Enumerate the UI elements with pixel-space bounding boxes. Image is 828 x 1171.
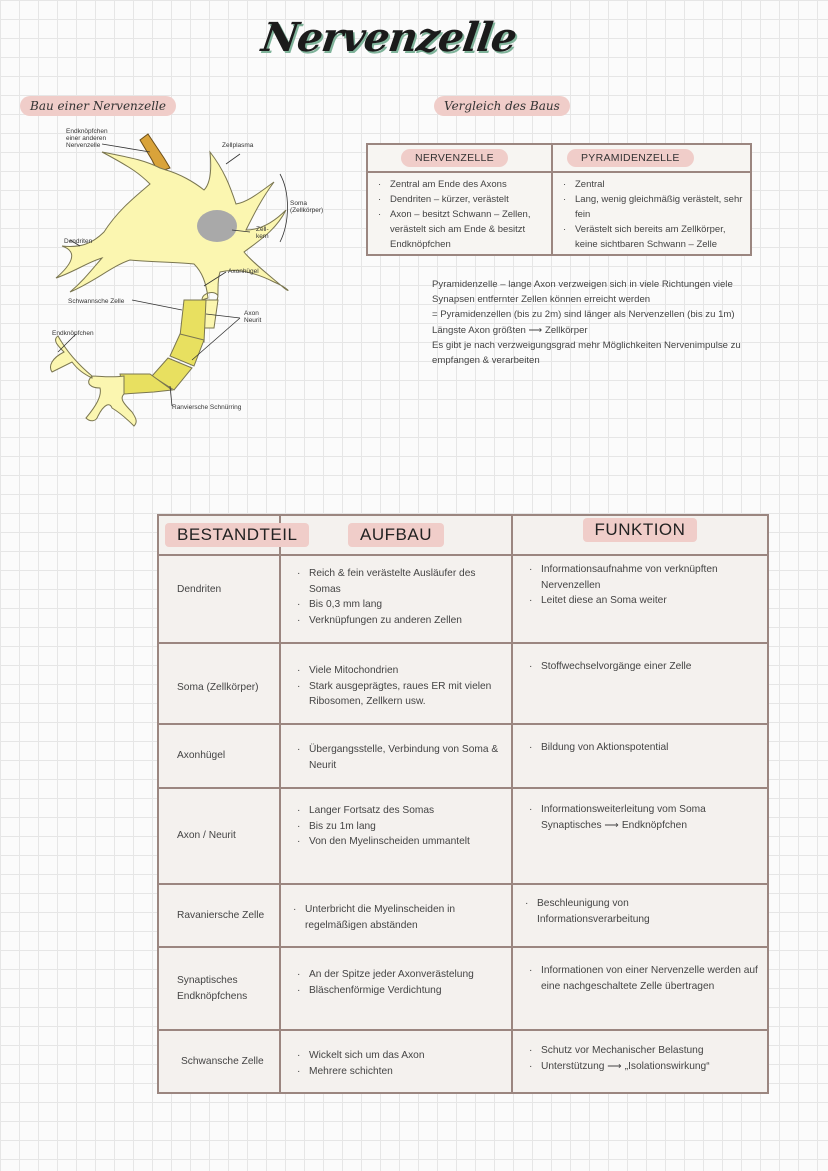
list-item: · Übergangsstelle, Verbindung von Soma & Neurit [293, 742, 507, 773]
header-bestandteil [159, 516, 298, 554]
row-funktion-axon [525, 802, 721, 833]
row-funktion-ravaniersche [521, 896, 691, 927]
comparison-table [366, 143, 752, 256]
comparison-col-pyramidenzelle [553, 145, 750, 254]
row-name-axon: Axon / Neurit [177, 830, 236, 842]
comparison-col-nervenzelle [368, 145, 553, 254]
list-item: · Viele Mitochondrien [293, 663, 507, 679]
row-aufbau-axon [293, 803, 507, 850]
label-dendriten: Dendriten [64, 238, 93, 245]
list-item: · Unterstützung ⟶ „Isolationswirkung“ [525, 1059, 761, 1075]
row-funktion-schwansche [525, 1043, 761, 1074]
neuron-diagram [40, 122, 300, 432]
row-funktion-synaptisches [525, 963, 761, 994]
row-name-schwansche: Schwansche Zelle [181, 1055, 264, 1067]
row-aufbau-ravaniersche [289, 902, 503, 933]
label-zellplasma: Zellplasma [222, 142, 254, 149]
label-endknoepfchen-other: Endknöpfchen einer anderen Nervenzelle [66, 128, 108, 149]
list-item: · Reich & fein verästelte Ausläufer des Somas [293, 566, 507, 597]
label-soma: Soma (Zellkörper) [290, 200, 324, 214]
list-item: · Zentral am Ende des Axons [376, 177, 545, 192]
list-item: · Informationen von einer Nervenzelle werden auf eine nachgeschaltete Zelle übertragen [525, 963, 761, 994]
header-bestandteil-label: BESTANDTEIL [165, 523, 309, 547]
row-aufbau-dendriten [293, 566, 507, 628]
list-item: · Unterbricht die Myelinscheiden in regelmäßigen abständen [289, 902, 503, 933]
note-line: empfangen & verarbeiten [432, 355, 540, 367]
row-name-axonhuegel: Axonhügel [177, 750, 226, 762]
row-name-synaptisches: Synaptisches Endknöpfchens [177, 975, 248, 1002]
list-item: · Bildung von Aktionspotential [525, 740, 755, 756]
page-title: Nervenzelle [258, 14, 520, 61]
list-item: · Mehrere schichten [293, 1064, 507, 1080]
header-aufbau [281, 516, 511, 554]
row-funktion-soma [525, 659, 755, 675]
list-item: · Stoffwechselvorgänge einer Zelle [525, 659, 755, 675]
label-schwannsche-zelle: Schwannsche Zelle [68, 298, 125, 305]
row-name-dendriten: Dendriten [177, 584, 222, 595]
list-item: · Von den Myelinscheiden ummantelt [293, 834, 507, 850]
label-axon-neurit: Axon Neurit [244, 310, 262, 324]
row-aufbau-schwansche [293, 1048, 507, 1079]
list-item: · Lang, wenig gleichmäßig verästelt, sehr fein [561, 192, 744, 222]
list-item: · Wickelt sich um das Axon [293, 1048, 507, 1064]
bestandteil-table [157, 514, 769, 1094]
row-aufbau-axonhuegel [293, 742, 507, 773]
label-endknoepfchen: Endknöpfchen [52, 330, 94, 337]
section-label-bau: Bau einer Nervenzelle [20, 96, 176, 116]
list-item: · Informationsweiterleitung vom Soma Synaptisches ⟶ Endknöpfchen [525, 802, 721, 833]
list-item: · Bläschenförmige Verdichtung [293, 983, 507, 999]
note-line: Längste Axon größten ⟶ Zellkörper [432, 324, 588, 336]
note-line: Synapsen entfernter Zellen können erreicht werden [432, 294, 651, 306]
header-aufbau-label: AUFBAU [348, 523, 444, 547]
list-item: · Axon – besitzt Schwann – Zellen, verästelt sich am Ende & besitzt Endknöpfchen [376, 207, 545, 252]
row-name-soma: Soma (Zellkörper) [177, 681, 259, 693]
label-axonhuegel: Axonhügel [228, 268, 259, 275]
note-line: Es gibt je nach verzweigungsgrad mehr Möglichkeiten Nervenimpulse zu [432, 339, 741, 351]
list-item: · Stark ausgeprägtes, raues ER mit vielen Ribosomen, Zellkern usw. [293, 679, 507, 710]
list-item: · Bis 0,3 mm lang [293, 597, 507, 613]
label-zellkern: Zell- kern [256, 226, 269, 240]
soma-shape [56, 152, 288, 304]
axon-terminal-branches [51, 336, 137, 426]
nucleus-shape [197, 210, 237, 242]
row-funktion-axonhuegel [525, 740, 755, 756]
list-item: · Dendriten – kürzer, verästelt [376, 192, 545, 207]
row-funktion-dendriten [525, 562, 735, 609]
header-funktion-label: FUNKTION [583, 518, 698, 542]
header-funktion [513, 516, 767, 554]
list-item: · Bis zu 1m lang [293, 819, 507, 835]
row-name-ravaniersche: Ravaniersche Zelle [177, 909, 265, 921]
list-item: · Verknüpfungen zu anderen Zellen [293, 613, 507, 629]
comparison-heading-nervenzelle: NERVENZELLE [401, 149, 508, 167]
list-item: · Informationsaufnahme von verknüpften Nervenzellen [525, 562, 735, 593]
list-item: · Zentral [561, 177, 744, 192]
list-item: · Leitet diese an Soma weiter [525, 593, 735, 609]
section-label-vergleich: Vergleich des Baus [434, 96, 570, 116]
row-aufbau-soma [293, 663, 507, 710]
note-line: Pyramidenzelle – lange Axon verzweigen sich in viele Richtungen viele [432, 279, 733, 290]
note-line: = Pyramidenzellen (bis zu 2m) sind länger als Nervenzellen (bis zu 1m) [432, 309, 735, 321]
row-aufbau-synaptisches [293, 967, 507, 998]
list-item: · Verästelt sich bereits am Zellkörper, keine sichtbaren Schwann – Zelle [561, 222, 744, 252]
comparison-heading-pyramidenzelle: PYRAMIDENZELLE [567, 149, 694, 167]
list-item: · Langer Fortsatz des Somas [293, 803, 507, 819]
list-item: · An der Spitze jeder Axonverästelung [293, 967, 507, 983]
label-ranviersche-schnuerring: Ranviersche Schnürring [172, 404, 242, 411]
list-item: · Beschleunigung von Informationsverarbeitung [521, 896, 691, 927]
pyramidenzelle-note [432, 277, 802, 368]
list-item: · Schutz vor Mechanischer Belastung [525, 1043, 761, 1059]
